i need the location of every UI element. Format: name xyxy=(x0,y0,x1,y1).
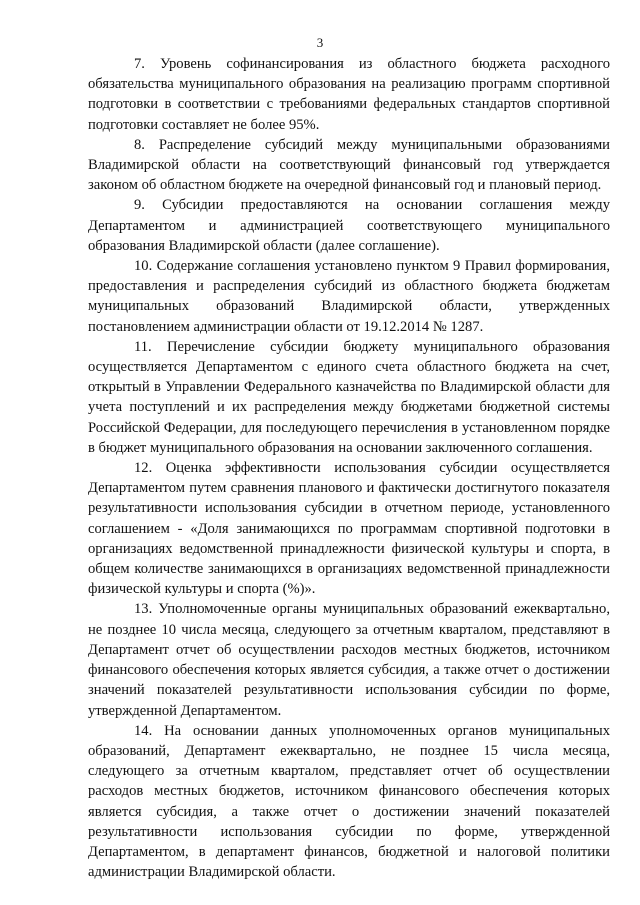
paragraph-8: 8. Распределение субсидий между муниципальными образованиями Владимирской области на соответствующий финансовый год утверждается законом об областном бюджете на очередной финансовый год и плановый период. xyxy=(88,136,610,194)
paragraph-11: 11. Перечисление субсидии бюджету муниципального образования осуществляется Департаментом с единого счета областного бюджета на счет, открытый в Управлении Федерального казначейства по Владимирской области для учета поступлений и их распределения между бюджетами бюджетной системы Российской Федерации, для последующего перечисления в установленном порядке в бюджет муниципального образования на основании заключенного соглашения. xyxy=(88,338,610,456)
paragraph-7: 7. Уровень софинансирования из областного бюджета расходного обязательства муниципального образования на реализацию программ спортивной подготовки в соответствии с требованиями федеральных стандартов спортивной подготовки составляет не более 95%. xyxy=(88,56,610,133)
page-number: 3 xyxy=(316,35,324,50)
paragraph-9: 9. Субсидии предоставляются на основании соглашения между Департаментом и администрацией соответствующего муниципального образования Владимирской области (далее соглашение). xyxy=(88,197,610,254)
document-body xyxy=(88,54,610,882)
paragraph-13: 13. Уполномоченные органы муниципальных образований ежеквартально, не позднее 10 числа месяца, следующего за отчетным кварталом, представляют в Департамент отчет об осуществлении расходов местных бюджетов, источником финансового обеспечения которых является субсидия, а также отчет о достижении значений показателей результативности использования субсидии по форме, утвержденной Департаментом. xyxy=(88,601,610,719)
paragraph-14: 14. На основании данных уполномоченных органов муниципальных образований, Департамент ежеквартально, не позднее 15 числа месяца, следующего за отчетным кварталом, представляет отчет об осуществлении расходов местных бюджетов, источником финансового обеспечения которых является субсидия, а также отчет о достижении значений показателей результативности использования субсидии по форме, утвержденной Департаментом, в департамент финансов, бюджетной и налоговой политики администрации Владимирской области. xyxy=(88,722,610,881)
paragraph-10: 10. Содержание соглашения установлено пунктом 9 Правил формирования, предоставления и распределения субсидий из областного бюджета бюджетам муниципальных образований Владимирской области, утвержденных постановлением администрации области от 19.12.2014 № 1287. xyxy=(88,258,610,335)
paragraph-12: 12. Оценка эффективности использования субсидии осуществляется Департаментом путем сравнения планового и фактически достигнутого показателя результативности использования субсидии в отчетном периоде, установленного соглашением - «Доля занимающихся по программам спортивной подготовки в организациях ведомственной принадлежности физической культуры и спорта, в общем количестве занимающихся в организациях ведомственной принадлежности физической культуры и спорта (%)». xyxy=(88,460,610,598)
